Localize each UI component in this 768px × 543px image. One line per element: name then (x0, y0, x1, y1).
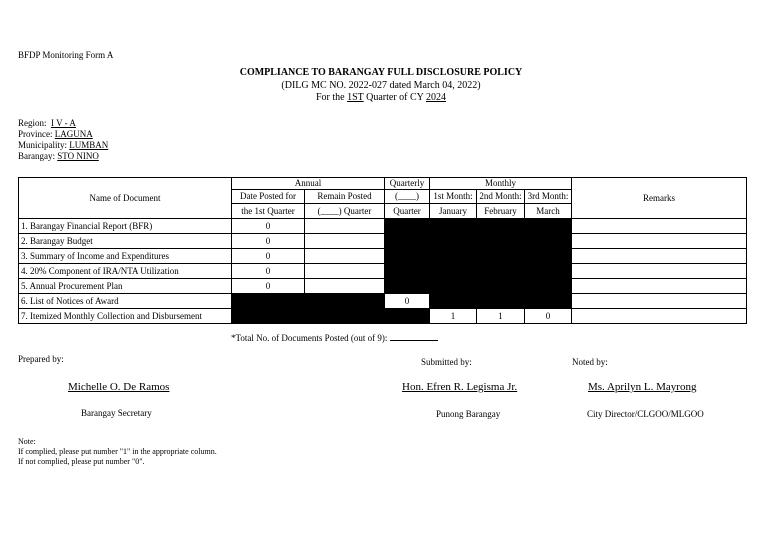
shaded-block (232, 294, 385, 309)
noted-title: City Director/CLGOO/MLGOO (587, 409, 704, 419)
row-document-name: 1. Barangay Financial Report (BFR) (19, 219, 232, 234)
submitted-title: Punong Barangay (436, 409, 501, 419)
shaded-block (232, 309, 430, 324)
header-remain-posted-line2: (____) Quarter (305, 204, 385, 219)
table-row (19, 219, 747, 234)
submitted-name: Hon. Efren R. Legisma Jr. (402, 381, 518, 393)
header-quarterly: Quarterly (385, 178, 430, 190)
table-row (19, 264, 747, 279)
row-date-posted: 0 (232, 219, 305, 234)
row-remarks (572, 234, 747, 249)
shaded-block (430, 294, 572, 309)
header-monthly: Monthly (430, 178, 572, 190)
header-date-posted-line1: Date Posted for (232, 190, 305, 204)
row-document-name: 2. Barangay Budget (19, 234, 232, 249)
row-remain-posted (305, 264, 385, 279)
shaded-block (385, 219, 572, 294)
header-quarterly-sub-line1: (____) (385, 190, 430, 204)
region-value: I V - A (51, 118, 76, 128)
prepared-title: Barangay Secretary (81, 408, 152, 418)
row-month1: 1 (430, 309, 477, 324)
period-quarter: 1ST (347, 92, 364, 103)
total-label: *Total No. of Documents Posted (out of 9): (231, 333, 388, 343)
region-label: Region: (18, 118, 47, 128)
table-row (19, 309, 747, 324)
row-remarks (572, 264, 747, 279)
header-month3-label: 3rd Month: (525, 190, 572, 204)
table-row (19, 249, 747, 264)
row-document-name: 5. Annual Procurement Plan (19, 279, 232, 294)
header-month3: March (525, 204, 572, 219)
row-remarks (572, 309, 747, 324)
header-month1-label: 1st Month: (430, 190, 477, 204)
row-remain-posted (305, 249, 385, 264)
row-remarks (572, 294, 747, 309)
header-month2: February (477, 204, 525, 219)
submitted-label: Submitted by: (421, 357, 472, 367)
table-row (19, 279, 747, 294)
notes-line2: If not complied, please put number "0". (18, 457, 145, 466)
period-middle: Quarter of CY (366, 92, 424, 103)
prepared-label: Prepared by: (18, 354, 64, 364)
table-row (19, 294, 747, 309)
table-row (19, 234, 747, 249)
header-month1: January (430, 204, 477, 219)
barangay-label: Barangay: (18, 151, 55, 161)
notes-block (18, 437, 217, 467)
row-document-name: 4. 20% Component of IRA/NTA Utilization (19, 264, 232, 279)
row-document-name: 3. Summary of Income and Expenditures (19, 249, 232, 264)
row-remain-posted (305, 219, 385, 234)
document-subtitle: (DILG MC NO. 2022-027 dated March 04, 2022) (281, 80, 481, 91)
compliance-table (18, 177, 747, 324)
document-title: COMPLIANCE TO BARANGAY FULL DISCLOSURE POLICY (239, 67, 523, 78)
row-remarks (572, 249, 747, 264)
row-quarterly: 0 (385, 294, 430, 309)
header-name-of-document: Name of Document (19, 178, 232, 219)
form-id: BFDP Monitoring Form A (18, 50, 114, 60)
prepared-name: Michelle O. De Ramos (68, 381, 170, 393)
barangay-value: STO NINO (57, 151, 99, 161)
notes-line1: If complied, please put number "1" in the appropriate column. (18, 447, 217, 456)
row-remain-posted (305, 279, 385, 294)
total-blank (390, 331, 438, 341)
row-remarks (572, 219, 747, 234)
period-prefix: For the (316, 92, 345, 103)
row-document-name: 7. Itemized Monthly Collection and Disbursement (19, 309, 232, 324)
row-document-name: 6. List of Notices of Award (19, 294, 232, 309)
municipality-label: Municipality: (18, 140, 67, 150)
header-date-posted-line2: the 1st Quarter (232, 204, 305, 219)
province-value: LAGUNA (54, 129, 93, 139)
reporting-period (0, 92, 762, 103)
header-quarterly-sub-line2: Quarter (385, 204, 430, 219)
header-remarks: Remarks (572, 178, 747, 219)
header-month2-label: 2nd Month: (477, 190, 525, 204)
row-month2: 1 (477, 309, 525, 324)
row-remain-posted (305, 234, 385, 249)
row-remarks (572, 279, 747, 294)
header-remain-posted-line1: Remain Posted (305, 190, 385, 204)
notes-heading: Note: (18, 437, 36, 446)
row-month3: 0 (525, 309, 572, 324)
province-label: Province: (18, 129, 53, 139)
header-annual: Annual (232, 178, 385, 190)
row-date-posted: 0 (232, 279, 305, 294)
noted-name: Ms. Aprilyn L. Mayrong (588, 381, 697, 393)
period-year: 2024 (426, 92, 446, 103)
row-date-posted: 0 (232, 249, 305, 264)
noted-label: Noted by: (572, 357, 608, 367)
total-posted (231, 331, 438, 343)
location-block (18, 118, 108, 162)
municipality-value: LUMBAN (69, 140, 109, 150)
row-date-posted: 0 (232, 264, 305, 279)
row-date-posted: 0 (232, 234, 305, 249)
